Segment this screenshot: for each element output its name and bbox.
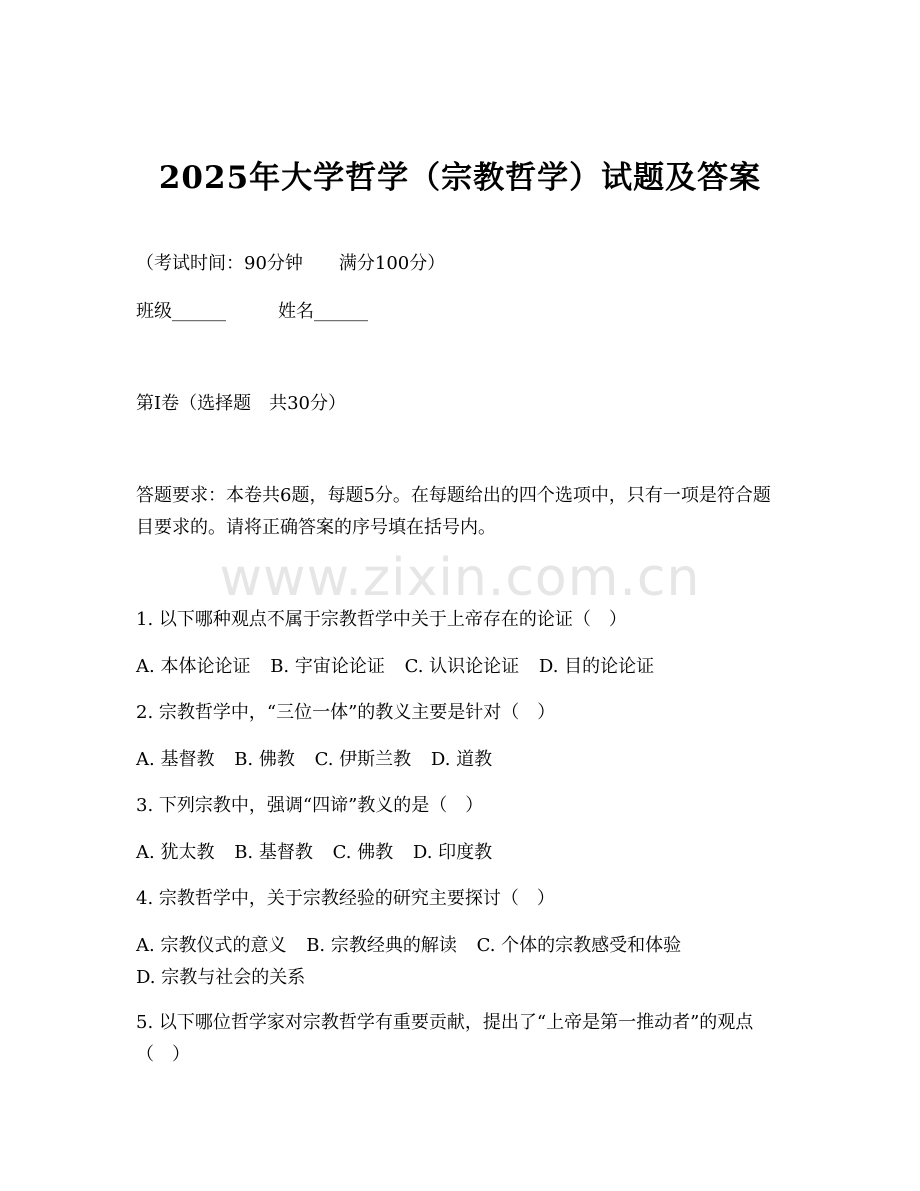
question-2-option-c: C. 伊斯兰教: [314, 749, 412, 770]
question-5-stem: 5. 以下哪位哲学家对宗教哲学有重要贡献，提出了“上帝是第一推动者”的观点（ ）: [136, 1012, 754, 1065]
question-1-options: [136, 651, 786, 683]
question-4-options: [136, 930, 786, 994]
question-3-option-b: B. 基督教: [234, 842, 313, 863]
class-field-label: 班级______: [136, 301, 226, 322]
question-2-stem: 2. 宗教哲学中，“三位一体”的教义主要是针对（ ）: [136, 702, 556, 723]
question-4-option-b: B. 宗教经典的解读: [306, 935, 457, 956]
exam-info: （考试时间：90分钟 满分100分）: [136, 253, 446, 274]
watermark-text: www.zixin.com.cn: [219, 548, 701, 608]
question-4-option-c: C. 个体的宗教感受和体验: [476, 935, 682, 956]
question-2-option-a: A. 基督教: [136, 749, 215, 770]
question-1-option-a: A. 本体论论证: [136, 656, 251, 677]
question-4-stem: 4. 宗教哲学中，关于宗教经验的研究主要探讨（ ）: [136, 888, 555, 909]
student-info-row: [136, 296, 786, 328]
question-3-option-d: D. 印度教: [412, 842, 493, 863]
question-4-option-d: D. 宗教与社会的关系: [136, 967, 306, 988]
answer-requirement: 答题要求：本卷共6题，每题5分。在每题给出的四个选项中，只有一项是符合题目要求的。请将正确答案的序号填在括号内。: [136, 485, 771, 538]
question-1-option-b: B. 宇宙论论证: [270, 656, 385, 677]
question-1-option-c: C. 认识论论证: [404, 656, 520, 677]
question-1-option-d: D. 目的论论证: [538, 656, 655, 677]
question-2-option-d: D. 道教: [430, 749, 493, 770]
question-3-option-a: A. 犹太教: [136, 842, 215, 863]
question-3-stem: 3. 下列宗教中，强调“四谛”教义的是（ ）: [136, 795, 484, 816]
question-2-options: [136, 744, 786, 776]
question-3-option-c: C. 佛教: [332, 842, 394, 863]
question-2-option-b: B. 佛教: [234, 749, 295, 770]
question-4-option-a: A. 宗教仪式的意义: [136, 935, 287, 956]
document-title: 2025年大学哲学（宗教哲学）试题及答案: [158, 160, 762, 196]
name-field-label: 姓名______: [278, 301, 368, 322]
question-3-options: [136, 837, 786, 869]
question-1-stem: 1. 以下哪种观点不属于宗教哲学中关于上帝存在的论证（ ）: [136, 609, 627, 630]
section-title: 第I卷（选择题 共30分）: [136, 393, 347, 414]
